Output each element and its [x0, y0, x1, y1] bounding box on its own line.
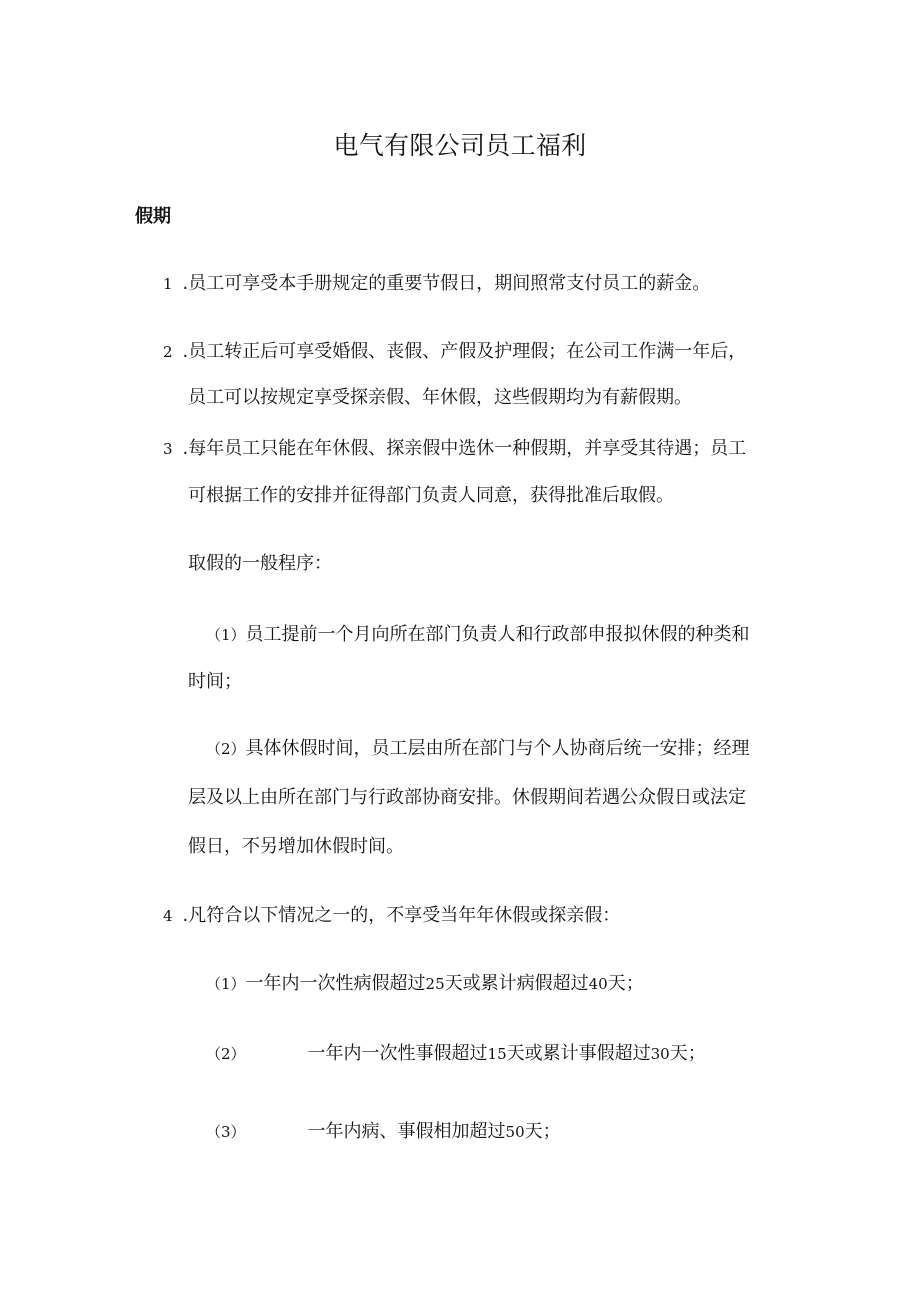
condition-2-value-2: 30 — [650, 1045, 670, 1063]
item-3-number: 3 — [163, 440, 173, 458]
item-2-line-2: 员工可以按规定享受探亲假、年休假，这些假期均为有薪假期。 — [188, 387, 692, 408]
item-4-text: .凡符合以下情况之一的，不享受当年年休假或探亲假： — [182, 905, 621, 926]
procedure-heading: 取假的一般程序： — [188, 553, 332, 574]
item-3-text-line-1: .每年员工只能在年休假、探亲假中选休一种假期，并享受其待遇；员工 — [182, 438, 747, 459]
procedure-step-2-text-line-1: 具体休假时间，员工层由所在部门与个人协商后统一安排；经理 — [245, 738, 750, 759]
item-2-number: 2 — [163, 343, 173, 361]
item-1-line-1 — [163, 270, 710, 298]
procedure-step-1-line-1 — [206, 621, 750, 649]
document-title: 电气有限公司员工福利 — [333, 131, 587, 160]
condition-1 — [206, 970, 644, 998]
item-4-line — [163, 902, 620, 930]
condition-2 — [206, 1040, 706, 1068]
condition-2-value-1: 15 — [487, 1045, 507, 1063]
condition-3-text-a: 一年内病、事假相加超过 — [307, 1121, 506, 1142]
item-1-number: 1 — [163, 275, 173, 293]
item-2-text-line-1: .员工转正后可享受婚假、丧假、产假及护理假；在公司工作满一年后， — [182, 341, 747, 362]
condition-2-text-a: 一年内一次性事假超过 — [307, 1043, 488, 1064]
item-3-line-2: 可根据工作的安排并征得部门负责人同意，获得批准后取假。 — [188, 485, 674, 506]
section-heading-holidays: 假期 — [135, 206, 171, 227]
condition-3-text-c: 天； — [524, 1121, 561, 1142]
condition-2-text-c: 天； — [669, 1043, 706, 1064]
condition-1-value-1: 25 — [425, 975, 445, 993]
condition-2-number: （2） — [206, 1045, 246, 1063]
procedure-step-2-number: （2） — [206, 740, 246, 758]
procedure-step-1-number: （1） — [206, 626, 246, 644]
item-4-number: 4 — [163, 907, 173, 925]
condition-1-value-2: 40 — [588, 975, 608, 993]
condition-3-number: （3） — [206, 1123, 246, 1141]
procedure-step-2-line-1 — [206, 735, 750, 763]
item-2-line-1 — [163, 338, 746, 366]
condition-3-value-1: 50 — [505, 1123, 525, 1141]
procedure-step-1-text-line-1: 员工提前一个月向所在部门负责人和行政部申报拟休假的种类和 — [245, 624, 750, 645]
item-3-line-1 — [163, 435, 746, 463]
condition-3 — [206, 1118, 561, 1146]
procedure-step-2-line-3: 假日，不另增加休假时间。 — [188, 836, 404, 857]
procedure-step-2-line-2: 层及以上由所在部门与行政部协商安排。休假期间若遇公众假日或法定 — [188, 787, 746, 808]
item-1-text: .员工可享受本手册规定的重要节假日，期间照常支付员工的薪金。 — [182, 273, 711, 294]
condition-2-text-b: 天或累计事假超过 — [506, 1043, 651, 1064]
condition-1-text-b: 天或累计病假超过 — [444, 973, 589, 994]
procedure-step-1-line-2: 时间； — [188, 671, 242, 692]
condition-1-number: （1） — [206, 975, 246, 993]
condition-1-text-a: 一年内一次性病假超过 — [245, 973, 426, 994]
condition-1-text-c: 天； — [607, 973, 644, 994]
